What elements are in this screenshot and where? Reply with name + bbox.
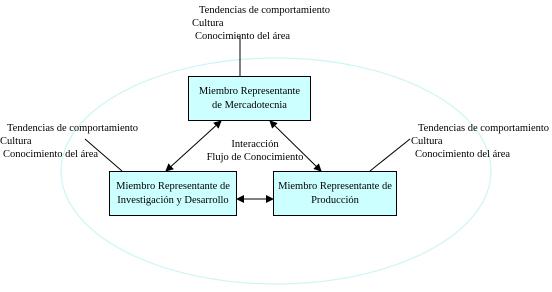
- right-factor-1: Tendencias de comportamiento: [418, 123, 550, 134]
- production-box-line2: Producción: [311, 194, 359, 206]
- left-factor-3: Conocimiento del área: [3, 149, 99, 160]
- right-factor-2: Cultura: [411, 136, 443, 147]
- marketing-box-line2: de Mercadotecnia: [212, 99, 287, 111]
- top-factor-2: Cultura: [192, 18, 224, 29]
- top-factor-3: Conocimiento del área: [195, 31, 291, 42]
- left-factor-2: Cultura: [0, 136, 32, 147]
- top-factor-1: Tendencias de comportamiento: [199, 5, 331, 16]
- production-representative-box: [273, 171, 397, 216]
- marketing-box-line1: Miembro Representante: [198, 85, 301, 97]
- rnd-box-line2: Investigación y Desarrollo: [117, 194, 229, 206]
- center-line2: Flujo de Conocimiento: [206, 152, 304, 163]
- center-interaction-label: [200, 138, 310, 164]
- center-line1: Interacción: [231, 139, 279, 150]
- right-factor-3: Conocimiento del área: [415, 149, 511, 160]
- marketing-representative-box: [188, 76, 311, 121]
- production-box-line1: Miembro Representante de: [278, 180, 392, 192]
- rnd-representative-box: [109, 171, 237, 216]
- top-factors-label: [192, 4, 330, 43]
- right-factors-label: [411, 122, 549, 161]
- right-factor-connector: [370, 139, 410, 171]
- left-factor-1: Tendencias de comportamiento: [7, 123, 139, 134]
- left-factors-label: [0, 122, 138, 161]
- rnd-box-line1: Miembro Representante de: [116, 180, 230, 192]
